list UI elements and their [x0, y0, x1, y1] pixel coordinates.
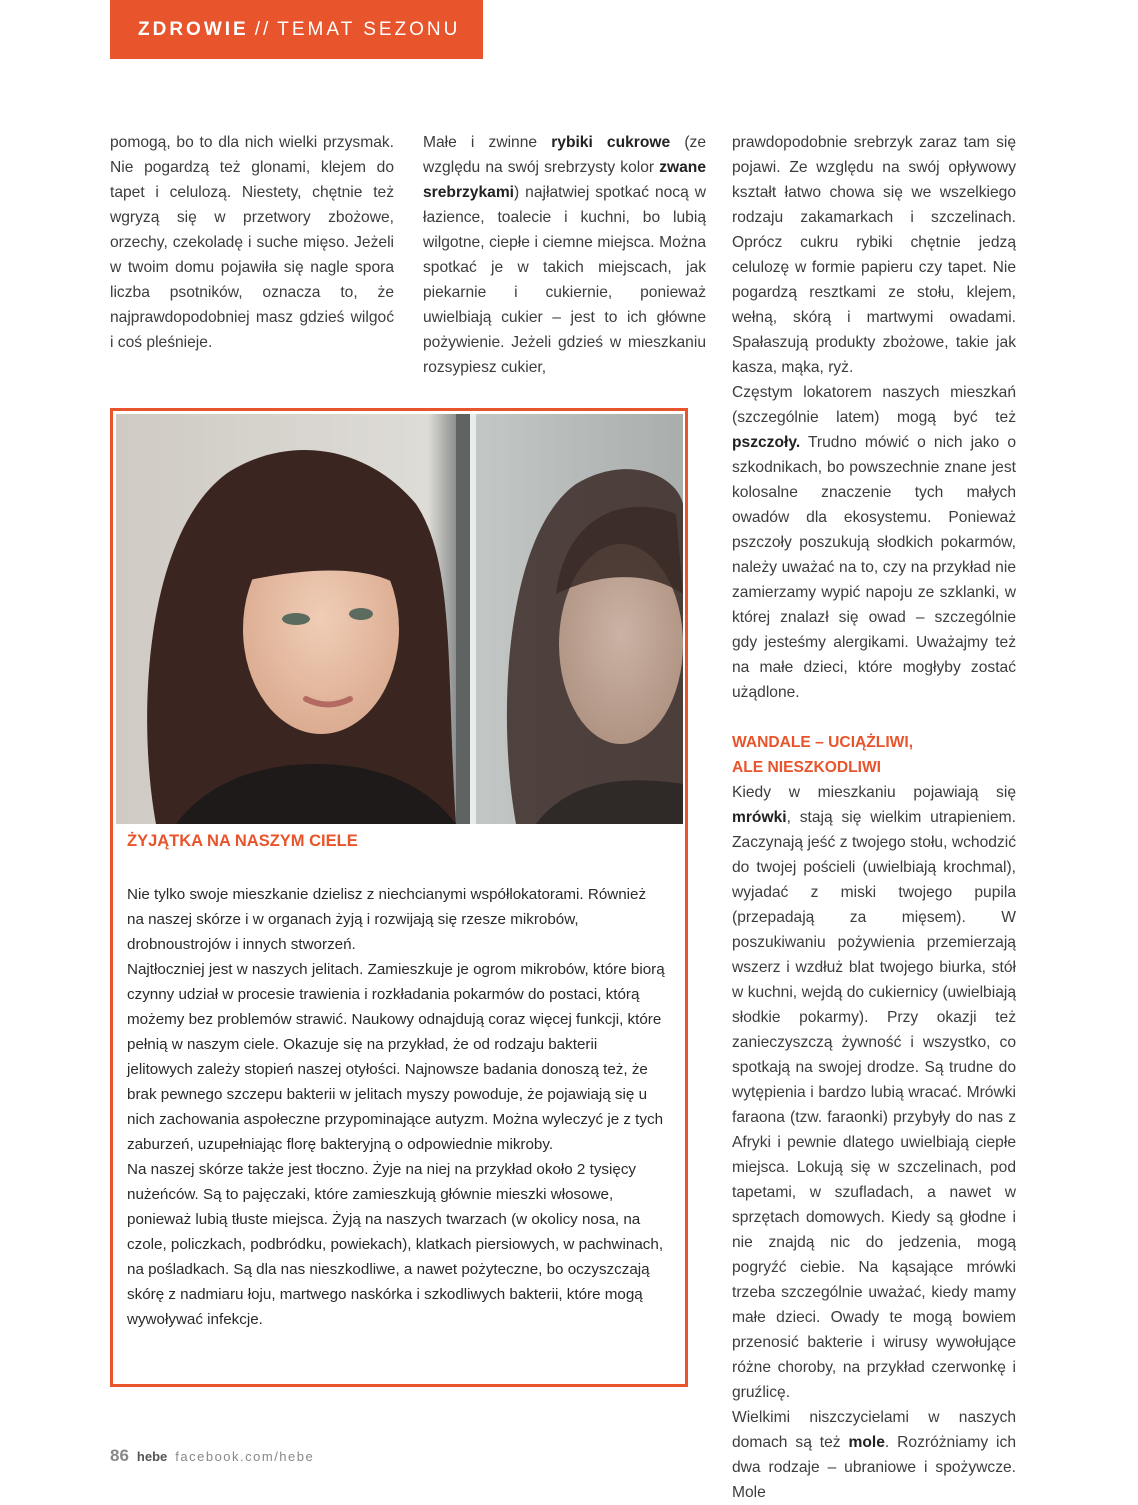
- col2-paragraph: Małe i zwinne rybiki cukrowe (ze względu na swój srebrzysty kolor zwane srebrzykami) najłatwiej spotkać nocą w łazience, toalecie i kuchni, bo lubią wilgotne, ciepłe i ciemne miejsca. Można spotkać je w takich miejscach, jak piekarnie i cukiernie, ponieważ uwielbiają cukier – jest to ich główne pożywienie. Jeżeli gdzieś w mieszkaniu rozsypiesz cukier,: [423, 134, 706, 376]
- page-footer: [110, 1446, 314, 1466]
- sidebar-box-body: [127, 882, 667, 1332]
- col3-paragraph-3: Kiedy w mieszkaniu pojawiają się mrówki, stają się wielkim utrapieniem. Zaczynają jeść z twojego stołu, wchodzić do twojej pościeli (uwielbiają krochmal), wyjadać z miski twojego pupila (przepadają za mięsem). W poszukiwaniu pożywienia przemierzają wszerz i wzdłuż blat twojego biurka, stół w kuchni, wejdą do cukiernicy (uwielbiają słodkie pokarmy). Przy okazji też zanieczyszczą żywność i wszystko, co spotkają na swojej drodze. Są trudne do wytępienia i bardzo lubią wracać. Mrówki faraona (tzw. faraonki) przybyły do nas z Afryki i pewnie dlatego uwielbiają ciepłe miejsca. Lokują się w szczelinach, pod tapetami, w szufladach, a nawet w sprzętach domowych. Kiedy są głodne i nie znajdą nic do jedzenia, mogą pogryźć ciebie. Na kąsające mrówki trzeba szczególnie uważać, kiedy mamy małe dzieci. Owady te mogą bowiem przenosić bakterie i wirusy wywołujące różne choroby, na przykład czerwonkę i gruźlicę.: [732, 784, 1016, 1401]
- section-topic: TEMAT SEZONU: [277, 18, 461, 40]
- facebook-link[interactable]: facebook.com/hebe: [175, 1449, 315, 1464]
- bold-term-srebrzyki: zwane srebrzykami: [423, 159, 706, 201]
- box-paragraph-1: Nie tylko swoje mieszkanie dzielisz z niechcianymi współlokatorami. Również na naszej skórze i w organach żyją i rozwijają się rzesze mikrobów, drobnoustrojów i innych stworzeń.: [127, 886, 647, 953]
- sidebar-box: [110, 408, 688, 1387]
- column-3: [732, 130, 1016, 1505]
- box-paragraph-3: Na naszej skórze także jest tłoczno. Żyje na niej na przykład około 2 tysięcy nużeńców. Są to pajęczaki, które zamieszkują głównie mieszki włosowe, ponieważ lubią tłuste miejsca. Żyją na naszych twarzach (w okolicy nosa, na czole, policzkach, podbródku, powiekach), klatkach piersiowych, w pachwinach, na pośladkach. Są dla nas nieszkodliwe, a nawet pożyteczne, bo oczyszczają skórę z nadmiaru łoju, martwego naskórka i szkodliwych bakterii, które mogą wywoływać infekcje.: [127, 1161, 664, 1328]
- col3-paragraph-4: Wielkimi niszczycielami w naszych domach są też mole. Rozróżniamy ich dwa rodzaje – ubraniowe i spożywcze. Mole: [732, 1409, 1016, 1501]
- bold-term-rybiki: rybiki cukrowe: [551, 134, 671, 151]
- brand-logo: hebe: [136, 1449, 168, 1464]
- page-number: 86: [110, 1446, 129, 1465]
- column-2: [423, 130, 706, 380]
- section-separator: //: [254, 18, 272, 40]
- column-1: [110, 130, 394, 355]
- section-name: ZDROWIE: [138, 18, 249, 40]
- section-header: [110, 0, 483, 59]
- box-paragraph-2: Najtłoczniej jest w naszych jelitach. Zamieszkuje je ogrom mikrobów, które biorą czynny udział w procesie trawienia i rozkładania pokarmów do postaci, którą możemy bez problemów strawić. Naukowy odnajdują coraz więcej funkcji, które pełnią w naszym ciele. Okazuje się na przykład, że od rodzaju bakterii jelitowych zależy stopień naszej otyłości. Najnowsze badania donoszą też, że brak pewnego szczepu bakterii w jelitach myszy powoduje, że pojawiają się u nich zachowania aspołeczne przypominające autyzm. Można wyleczyć je z tych zaburzeń, uzupełniając florę bakteryjną o odpowiednie mikroby.: [127, 961, 665, 1153]
- section-heading-wandale: WANDALE – UCIĄŻLIWI, ALE NIESZKODLIWI: [732, 734, 914, 776]
- col1-paragraph: pomogą, bo to dla nich wielki przysmak. Nie pogardzą też glonami, klejem do tapet i celulozą. Niestety, chętnie też wgryzą się w przetwory zbożowe, orzechy, czekoladę i suche mięso. Jeżeli w twoim domu pojawiła się nagle spora liczba psotników, oznacza to, że najprawdopodobniej masz gdzieś wilgoć i coś pleśnieje.: [110, 134, 394, 351]
- col3-paragraph-2: Częstym lokatorem naszych mieszkań (szczególnie latem) mogą być też pszczoły. Trudno mówić o nich jako o szkodnikach, bo powszechnie znane jest kolosalne znaczenie tych małych owadów dla ekosystemu. Ponieważ pszczoły poszukują słodkich pokarmów, należy uważać na to, czy na przykład nie zamierzamy wypić napoju ze szklanki, w której znalazł się owad – szczególnie gdy jesteśmy alergikami. Uważajmy też na małe dzieci, które mogłyby zostać użądlone.: [732, 384, 1016, 701]
- col3-paragraph-1: prawdopodobnie srebrzyk zaraz tam się pojawi. Ze względu na swój opływowy kształt łatwo chowa się we wszelkiego rodzaju zakamarkach i szczelinach. Oprócz cukru rybiki chętnie jedzą celulozę w formie papieru czy tapet. Nie pogardzą resztkami ze stołu, klejem, wełną, skórą i martwymi owadami. Spałaszują produkty zbożowe, takie jak kasza, mąka, ryż.: [732, 134, 1016, 376]
- bold-term-mole: mole: [848, 1434, 885, 1451]
- bold-term-mrowki: mrówki: [732, 809, 787, 826]
- bold-term-pszczoly: pszczoły.: [732, 434, 801, 451]
- photo-illustration: [116, 414, 683, 824]
- sidebar-box-title: ŻYJĄTKA NA NASZYM CIELE: [127, 832, 358, 850]
- photo-woman-reflection: [116, 414, 683, 824]
